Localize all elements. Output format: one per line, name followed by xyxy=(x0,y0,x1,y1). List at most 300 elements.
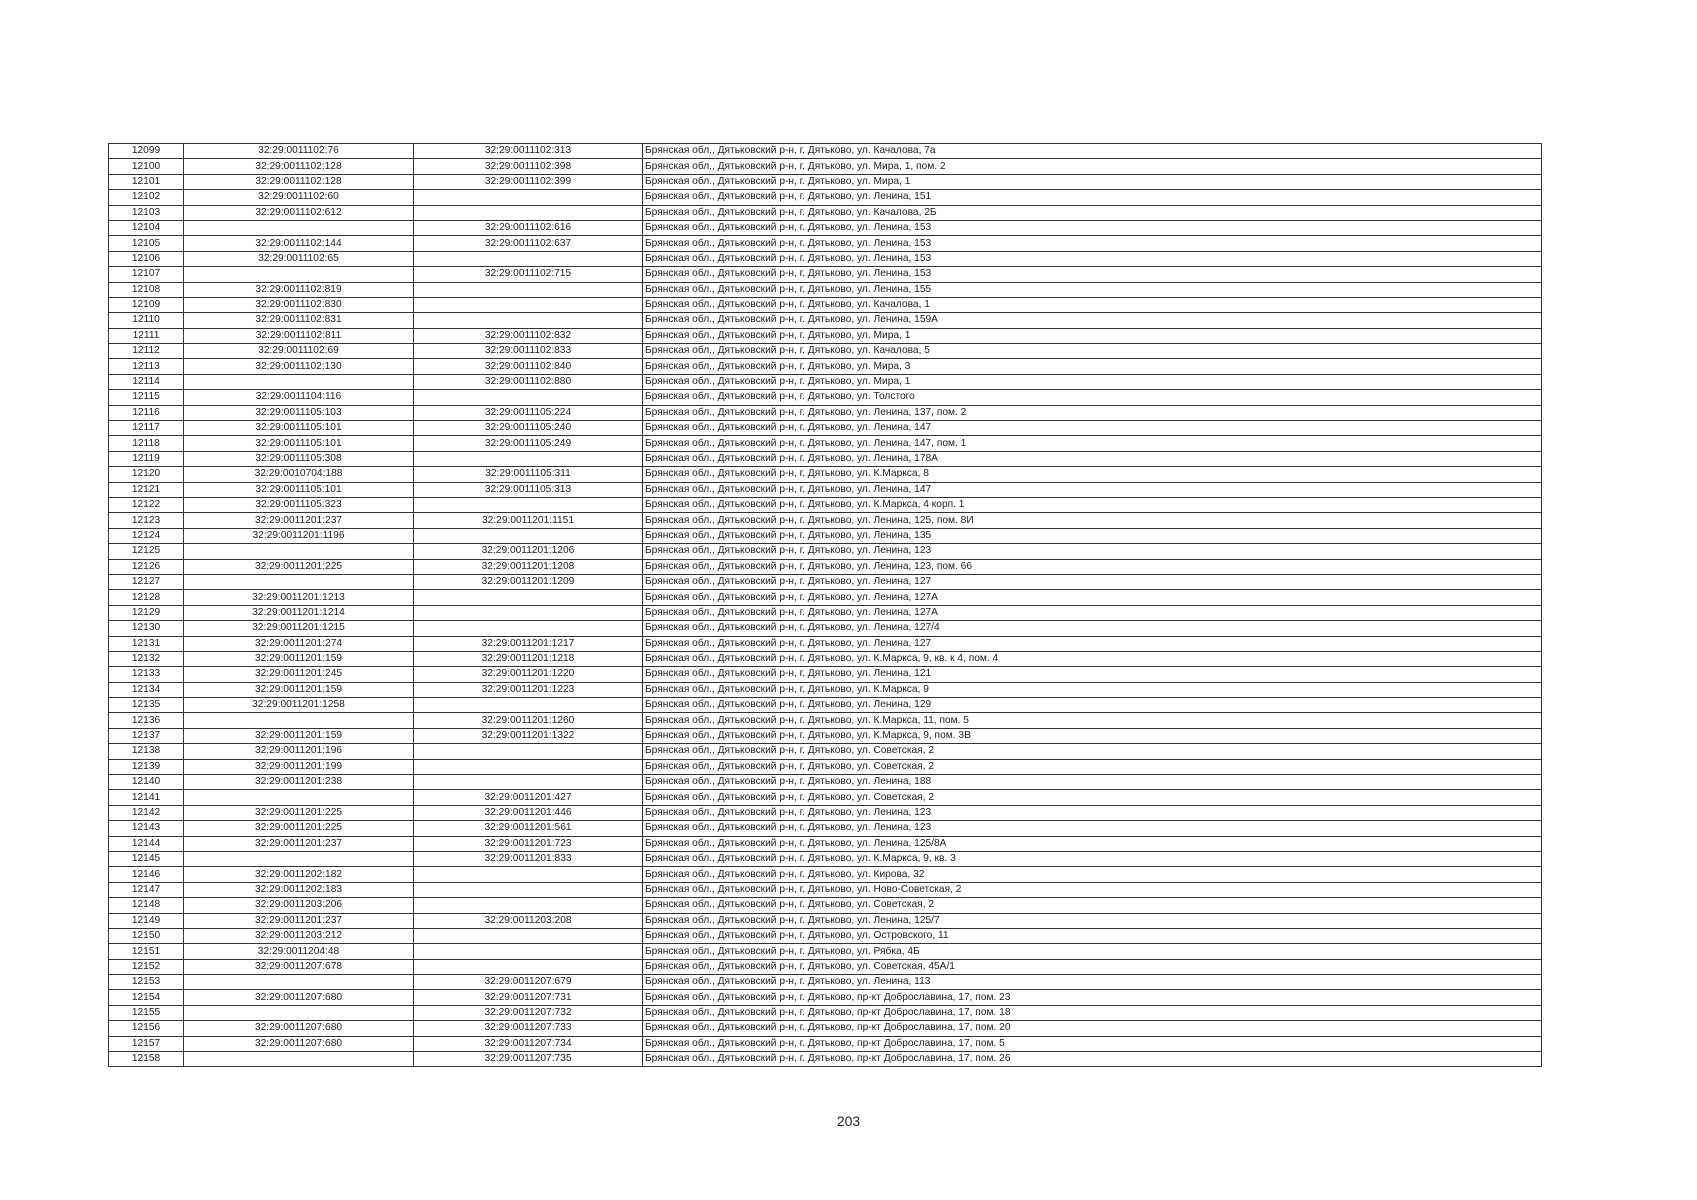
object-cadastral-number-cell: 32:29:0011207:732 xyxy=(414,1005,643,1020)
table-row xyxy=(109,944,1542,959)
row-number-cell: 12104 xyxy=(109,220,184,235)
address-cell: Брянская обл., Дятьковский р-н, г. Дятьково, ул. Ленина, 155 xyxy=(643,282,1542,297)
table-row xyxy=(109,990,1542,1005)
cadastral-number-cell xyxy=(184,267,414,282)
object-cadastral-number-cell: 32:29:0011102:313 xyxy=(414,144,643,159)
address-cell: Брянская обл., Дятьковский р-н, г. Дятьково, ул. Рябка, 4Б xyxy=(643,944,1542,959)
cadastral-number-cell: 32:29:0011201:245 xyxy=(184,667,414,682)
row-number-cell: 12148 xyxy=(109,898,184,913)
table-row xyxy=(109,744,1542,759)
cadastral-number-cell: 32:29:0011201:225 xyxy=(184,821,414,836)
object-cadastral-number-cell: 32:29:0011102:832 xyxy=(414,328,643,343)
cadastral-number-cell xyxy=(184,851,414,866)
cadastral-number-cell xyxy=(184,1005,414,1020)
row-number-cell: 12132 xyxy=(109,651,184,666)
address-cell: Брянская обл., Дятьковский р-н, г. Дятьково, пр-кт Доброславина, 17, пом. 23 xyxy=(643,990,1542,1005)
table-row xyxy=(109,513,1542,528)
row-number-cell: 12119 xyxy=(109,451,184,466)
row-number-cell: 12121 xyxy=(109,482,184,497)
row-number-cell: 12136 xyxy=(109,713,184,728)
object-cadastral-number-cell: 32:29:0011201:1220 xyxy=(414,667,643,682)
row-number-cell: 12111 xyxy=(109,328,184,343)
table-row xyxy=(109,174,1542,189)
row-number-cell: 12118 xyxy=(109,436,184,451)
object-cadastral-number-cell xyxy=(414,698,643,713)
table-row xyxy=(109,651,1542,666)
address-cell: Брянская обл., Дятьковский р-н, г. Дятьково, ул. Ново-Советская, 2 xyxy=(643,882,1542,897)
address-cell: Брянская обл., Дятьковский р-н, г. Дятьково, ул. Ленина, 127 xyxy=(643,574,1542,589)
table-row xyxy=(109,467,1542,482)
table-row xyxy=(109,959,1542,974)
address-cell: Брянская обл., Дятьковский р-н, г. Дятьково, ул. Советская, 2 xyxy=(643,759,1542,774)
row-number-cell: 12122 xyxy=(109,497,184,512)
row-number-cell: 12157 xyxy=(109,1036,184,1051)
table-row xyxy=(109,544,1542,559)
address-cell: Брянская обл., Дятьковский р-н, г. Дятьково, ул. К.Маркса, 9, кв. 3 xyxy=(643,851,1542,866)
object-cadastral-number-cell: 32:29:0011201:723 xyxy=(414,836,643,851)
address-cell: Брянская обл., Дятьковский р-н, г. Дятьково, ул. К.Маркса, 9 xyxy=(643,682,1542,697)
address-cell: Брянская обл., Дятьковский р-н, г. Дятьково, ул. Качалова, 1 xyxy=(643,297,1542,312)
cadastral-number-cell xyxy=(184,574,414,589)
cadastral-number-cell: 32:29:0011102:130 xyxy=(184,359,414,374)
row-number-cell: 12125 xyxy=(109,544,184,559)
cadastral-number-cell: 32:29:0011102:144 xyxy=(184,236,414,251)
object-cadastral-number-cell xyxy=(414,497,643,512)
address-cell: Брянская обл., Дятьковский р-н, г. Дятьково, ул. Качалова, 5 xyxy=(643,344,1542,359)
table-row xyxy=(109,405,1542,420)
object-cadastral-number-cell xyxy=(414,297,643,312)
cadastral-number-cell: 32:29:0011201:1213 xyxy=(184,590,414,605)
address-cell: Брянская обл., Дятьковский р-н, г. Дятьково, ул. Ленина, 127А xyxy=(643,590,1542,605)
row-number-cell: 12152 xyxy=(109,959,184,974)
row-number-cell: 12123 xyxy=(109,513,184,528)
object-cadastral-number-cell xyxy=(414,282,643,297)
row-number-cell: 12120 xyxy=(109,467,184,482)
cadastral-number-cell: 32:29:0011102:128 xyxy=(184,159,414,174)
object-cadastral-number-cell xyxy=(414,867,643,882)
table-row xyxy=(109,313,1542,328)
table-row xyxy=(109,1036,1542,1051)
object-cadastral-number-cell: 32:29:0011102:840 xyxy=(414,359,643,374)
row-number-cell: 12147 xyxy=(109,882,184,897)
address-cell: Брянская обл., Дятьковский р-н, г. Дятьково, ул. Островского, 11 xyxy=(643,928,1542,943)
table-row xyxy=(109,605,1542,620)
table-row xyxy=(109,328,1542,343)
address-cell: Брянская обл., Дятьковский р-н, г. Дятьково, ул. Ленина, 137, пом. 2 xyxy=(643,405,1542,420)
row-number-cell: 12155 xyxy=(109,1005,184,1020)
table-row xyxy=(109,390,1542,405)
row-number-cell: 12139 xyxy=(109,759,184,774)
cadastral-number-cell xyxy=(184,374,414,389)
cadastral-number-cell: 32:29:0011102:69 xyxy=(184,344,414,359)
address-cell: Брянская обл., Дятьковский р-н, г. Дятьково, ул. Ленина, 135 xyxy=(643,528,1542,543)
cadastral-number-cell: 32:29:0011201:1215 xyxy=(184,621,414,636)
object-cadastral-number-cell xyxy=(414,605,643,620)
table-row xyxy=(109,267,1542,282)
cadastral-number-cell: 32:29:0011201:159 xyxy=(184,651,414,666)
row-number-cell: 12141 xyxy=(109,790,184,805)
object-cadastral-number-cell xyxy=(414,959,643,974)
table-row xyxy=(109,728,1542,743)
table-row xyxy=(109,497,1542,512)
table-row xyxy=(109,282,1542,297)
cadastral-number-cell: 32:29:0011105:103 xyxy=(184,405,414,420)
object-cadastral-number-cell: 32:29:0011102:715 xyxy=(414,267,643,282)
cadastral-number-cell xyxy=(184,220,414,235)
address-cell: Брянская обл., Дятьковский р-н, г. Дятьково, ул. К.Маркса, 8 xyxy=(643,467,1542,482)
table-row xyxy=(109,1052,1542,1067)
object-cadastral-number-cell: 32:29:0011105:224 xyxy=(414,405,643,420)
object-cadastral-number-cell: 32:29:0011207:679 xyxy=(414,975,643,990)
address-cell: Брянская обл., Дятьковский р-н, г. Дятьково, ул. Кирова, 32 xyxy=(643,867,1542,882)
address-cell: Брянская обл., Дятьковский р-н, г. Дятьково, пр-кт Доброславина, 17, пом. 18 xyxy=(643,1005,1542,1020)
row-number-cell: 12128 xyxy=(109,590,184,605)
row-number-cell: 12146 xyxy=(109,867,184,882)
object-cadastral-number-cell: 32:29:0011201:1208 xyxy=(414,559,643,574)
object-cadastral-number-cell xyxy=(414,621,643,636)
address-cell: Брянская обл., Дятьковский р-н, г. Дятьково, ул. Советская, 2 xyxy=(643,744,1542,759)
address-cell: Брянская обл., Дятьковский р-н, г. Дятьково, ул. Ленина, 123, пом. 66 xyxy=(643,559,1542,574)
object-cadastral-number-cell: 32:29:0011203:208 xyxy=(414,913,643,928)
row-number-cell: 12144 xyxy=(109,836,184,851)
table-row xyxy=(109,698,1542,713)
table-body xyxy=(109,144,1542,1067)
address-cell: Брянская обл., Дятьковский р-н, г. Дятьково, ул. Ленина, 153 xyxy=(643,267,1542,282)
cadastral-number-cell: 32:29:0011201:159 xyxy=(184,682,414,697)
address-cell: Брянская обл., Дятьковский р-н, г. Дятьково, ул. Ленина, 159А xyxy=(643,313,1542,328)
object-cadastral-number-cell: 32:29:0011102:616 xyxy=(414,220,643,235)
table-row xyxy=(109,898,1542,913)
address-cell: Брянская обл., Дятьковский р-н, г. Дятьково, ул. Ленина, 125, пом. 8И xyxy=(643,513,1542,528)
object-cadastral-number-cell: 32:29:0011201:1322 xyxy=(414,728,643,743)
row-number-cell: 12109 xyxy=(109,297,184,312)
address-cell: Брянская обл., Дятьковский р-н, г. Дятьково, ул. К.Маркса, 9, пом. 3В xyxy=(643,728,1542,743)
object-cadastral-number-cell: 32:29:0011105:311 xyxy=(414,467,643,482)
address-cell: Брянская обл., Дятьковский р-н, г. Дятьково, ул. Ленина, 123 xyxy=(643,805,1542,820)
object-cadastral-number-cell: 32:29:0011201:1218 xyxy=(414,651,643,666)
object-cadastral-number-cell: 32:29:0011102:880 xyxy=(414,374,643,389)
cadastral-number-cell: 32:29:0011102:76 xyxy=(184,144,414,159)
table-row xyxy=(109,713,1542,728)
row-number-cell: 12115 xyxy=(109,390,184,405)
address-cell: Брянская обл., Дятьковский р-н, г. Дятьково, ул. Ленина, 147 xyxy=(643,421,1542,436)
address-cell: Брянская обл., Дятьковский р-н, г. Дятьково, ул. Ленина, 153 xyxy=(643,251,1542,266)
object-cadastral-number-cell: 32:29:0011105:249 xyxy=(414,436,643,451)
row-number-cell: 12149 xyxy=(109,913,184,928)
cadastral-number-cell: 32:29:0011201:237 xyxy=(184,836,414,851)
address-cell: Брянская обл., Дятьковский р-н, г. Дятьково, ул. Ленина, 127 xyxy=(643,636,1542,651)
address-cell: Брянская обл., Дятьковский р-н, г. Дятьково, ул. Советская, 2 xyxy=(643,898,1542,913)
address-cell: Брянская обл., Дятьковский р-н, г. Дятьково, ул. К.Маркса, 9, кв. к 4, пом. 4 xyxy=(643,651,1542,666)
address-cell: Брянская обл., Дятьковский р-н, г. Дятьково, ул. Мира, 1, пом. 2 xyxy=(643,159,1542,174)
address-cell: Брянская обл., Дятьковский р-н, г. Дятьково, ул. Ленина, 113 xyxy=(643,975,1542,990)
row-number-cell: 12107 xyxy=(109,267,184,282)
address-cell: Брянская обл., Дятьковский р-н, г. Дятьково, ул. Мира, 1 xyxy=(643,328,1542,343)
table-row xyxy=(109,805,1542,820)
cadastral-number-cell: 32:29:0011105:308 xyxy=(184,451,414,466)
row-number-cell: 12099 xyxy=(109,144,184,159)
address-cell: Брянская обл., Дятьковский р-н, г. Дятьково, ул. Ленина, 129 xyxy=(643,698,1542,713)
address-cell: Брянская обл., Дятьковский р-н, г. Дятьково, ул. Ленина, 188 xyxy=(643,775,1542,790)
row-number-cell: 12101 xyxy=(109,174,184,189)
table-row xyxy=(109,775,1542,790)
object-cadastral-number-cell: 32:29:0011102:398 xyxy=(414,159,643,174)
cadastral-number-cell: 32:29:0011201:199 xyxy=(184,759,414,774)
table-row xyxy=(109,821,1542,836)
row-number-cell: 12143 xyxy=(109,821,184,836)
row-number-cell: 12105 xyxy=(109,236,184,251)
address-cell: Брянская обл., Дятьковский р-н, г. Дятьково, пр-кт Доброславина, 17, пом. 5 xyxy=(643,1036,1542,1051)
object-cadastral-number-cell: 32:29:0011207:731 xyxy=(414,990,643,1005)
cadastral-number-cell: 32:29:0010704:188 xyxy=(184,467,414,482)
address-cell: Брянская обл., Дятьковский р-н, г. Дятьково, ул. Мира, 1 xyxy=(643,174,1542,189)
object-cadastral-number-cell: 32:29:0011207:733 xyxy=(414,1021,643,1036)
cadastral-number-cell: 32:29:0011102:60 xyxy=(184,190,414,205)
cadastral-number-cell: 32:29:0011105:101 xyxy=(184,482,414,497)
address-cell: Брянская обл., Дятьковский р-н, г. Дятьково, ул. Советская, 45А/1 xyxy=(643,959,1542,974)
address-cell: Брянская обл., Дятьковский р-н, г. Дятьково, ул. Ленина, 121 xyxy=(643,667,1542,682)
cadastral-number-cell: 32:29:0011203:212 xyxy=(184,928,414,943)
object-cadastral-number-cell: 32:29:0011105:313 xyxy=(414,482,643,497)
row-number-cell: 12102 xyxy=(109,190,184,205)
cadastral-number-cell xyxy=(184,713,414,728)
object-cadastral-number-cell: 32:29:0011201:561 xyxy=(414,821,643,836)
row-number-cell: 12131 xyxy=(109,636,184,651)
table-row xyxy=(109,205,1542,220)
table-row xyxy=(109,297,1542,312)
object-cadastral-number-cell: 32:29:0011201:1260 xyxy=(414,713,643,728)
cadastral-number-cell: 32:29:0011102:612 xyxy=(184,205,414,220)
object-cadastral-number-cell xyxy=(414,190,643,205)
cadastral-number-cell: 32:29:0011102:128 xyxy=(184,174,414,189)
address-cell: Брянская обл., Дятьковский р-н, г. Дятьково, ул. Ленина, 151 xyxy=(643,190,1542,205)
row-number-cell: 12133 xyxy=(109,667,184,682)
cadastral-number-cell: 32:29:0011201:225 xyxy=(184,805,414,820)
address-cell: Брянская обл., Дятьковский р-н, г. Дятьково, ул. Ленина, 153 xyxy=(643,236,1542,251)
table-row xyxy=(109,220,1542,235)
object-cadastral-number-cell xyxy=(414,928,643,943)
address-cell: Брянская обл., Дятьковский р-н, г. Дятьково, ул. Ленина, 153 xyxy=(643,220,1542,235)
row-number-cell: 12114 xyxy=(109,374,184,389)
table-row xyxy=(109,190,1542,205)
table-row xyxy=(109,1021,1542,1036)
table-row xyxy=(109,436,1542,451)
row-number-cell: 12138 xyxy=(109,744,184,759)
table-row xyxy=(109,836,1542,851)
address-cell: Брянская обл., Дятьковский р-н, г. Дятьково, ул. Ленина, 147, пом. 1 xyxy=(643,436,1542,451)
row-number-cell: 12135 xyxy=(109,698,184,713)
cadastral-number-cell: 32:29:0011102:831 xyxy=(184,313,414,328)
table-row xyxy=(109,159,1542,174)
address-cell: Брянская обл., Дятьковский р-н, г. Дятьково, ул. Мира, 3 xyxy=(643,359,1542,374)
cadastral-number-cell: 32:29:0011201:225 xyxy=(184,559,414,574)
object-cadastral-number-cell xyxy=(414,775,643,790)
table-row xyxy=(109,236,1542,251)
table-row xyxy=(109,621,1542,636)
address-cell: Брянская обл., Дятьковский р-н, г. Дятьково, пр-кт Доброславина, 17, пом. 20 xyxy=(643,1021,1542,1036)
table-row xyxy=(109,667,1542,682)
address-cell: Брянская обл., Дятьковский р-н, г. Дятьково, ул. Ленина, 147 xyxy=(643,482,1542,497)
row-number-cell: 12151 xyxy=(109,944,184,959)
table-row xyxy=(109,636,1542,651)
cadastral-number-cell: 32:29:0011202:183 xyxy=(184,882,414,897)
table-row xyxy=(109,590,1542,605)
cadastral-number-cell: 32:29:0011102:811 xyxy=(184,328,414,343)
table-row xyxy=(109,451,1542,466)
address-cell: Брянская обл., Дятьковский р-н, г. Дятьково, ул. Ленина, 123 xyxy=(643,821,1542,836)
cadastral-number-cell: 32:29:0011102:819 xyxy=(184,282,414,297)
row-number-cell: 12130 xyxy=(109,621,184,636)
object-cadastral-number-cell: 32:29:0011201:446 xyxy=(414,805,643,820)
object-cadastral-number-cell: 32:29:0011102:399 xyxy=(414,174,643,189)
table-row xyxy=(109,482,1542,497)
address-cell: Брянская обл., Дятьковский р-н, г. Дятьково, ул. Ленина, 127/4 xyxy=(643,621,1542,636)
object-cadastral-number-cell xyxy=(414,898,643,913)
object-cadastral-number-cell: 32:29:0011102:833 xyxy=(414,344,643,359)
address-cell: Брянская обл., Дятьковский р-н, г. Дятьково, ул. Качалова, 7а xyxy=(643,144,1542,159)
cadastral-number-cell: 32:29:0011201:1196 xyxy=(184,528,414,543)
object-cadastral-number-cell: 32:29:0011201:1223 xyxy=(414,682,643,697)
object-cadastral-number-cell: 32:29:0011201:1209 xyxy=(414,574,643,589)
object-cadastral-number-cell xyxy=(414,390,643,405)
table-row xyxy=(109,1005,1542,1020)
cadastral-number-cell: 32:29:0011201:1258 xyxy=(184,698,414,713)
object-cadastral-number-cell xyxy=(414,944,643,959)
address-cell: Брянская обл., Дятьковский р-н, г. Дятьково, пр-кт Доброславина, 17, пом. 26 xyxy=(643,1052,1542,1067)
cadastral-number-cell: 32:29:0011204:48 xyxy=(184,944,414,959)
cadastral-number-cell: 32:29:0011201:274 xyxy=(184,636,414,651)
object-cadastral-number-cell: 32:29:0011105:240 xyxy=(414,421,643,436)
object-cadastral-number-cell xyxy=(414,205,643,220)
row-number-cell: 12112 xyxy=(109,344,184,359)
cadastral-number-cell: 32:29:0011207:680 xyxy=(184,990,414,1005)
object-cadastral-number-cell: 32:29:0011207:734 xyxy=(414,1036,643,1051)
row-number-cell: 12158 xyxy=(109,1052,184,1067)
object-cadastral-number-cell: 32:29:0011207:735 xyxy=(414,1052,643,1067)
row-number-cell: 12145 xyxy=(109,851,184,866)
row-number-cell: 12137 xyxy=(109,728,184,743)
cadastral-number-cell: 32:29:0011201:1214 xyxy=(184,605,414,620)
row-number-cell: 12103 xyxy=(109,205,184,220)
object-cadastral-number-cell: 32:29:0011201:833 xyxy=(414,851,643,866)
cadastral-number-cell: 32:29:0011104:116 xyxy=(184,390,414,405)
cadastral-number-cell: 32:29:0011105:101 xyxy=(184,421,414,436)
table-row xyxy=(109,913,1542,928)
cadastral-number-cell: 32:29:0011207:680 xyxy=(184,1036,414,1051)
object-cadastral-number-cell xyxy=(414,313,643,328)
cadastral-number-cell: 32:29:0011201:196 xyxy=(184,744,414,759)
table-row xyxy=(109,251,1542,266)
table-row xyxy=(109,928,1542,943)
cadastral-number-cell xyxy=(184,790,414,805)
row-number-cell: 12127 xyxy=(109,574,184,589)
object-cadastral-number-cell: 32:29:0011201:1151 xyxy=(414,513,643,528)
cadastral-number-cell: 32:29:0011201:159 xyxy=(184,728,414,743)
table-row xyxy=(109,374,1542,389)
table-row xyxy=(109,359,1542,374)
table-row xyxy=(109,851,1542,866)
object-cadastral-number-cell: 32:29:0011201:1206 xyxy=(414,544,643,559)
cadastral-number-cell: 32:29:0011105:323 xyxy=(184,497,414,512)
row-number-cell: 12150 xyxy=(109,928,184,943)
row-number-cell: 12124 xyxy=(109,528,184,543)
cadastral-number-cell: 32:29:0011207:680 xyxy=(184,1021,414,1036)
cadastral-number-cell: 32:29:0011201:238 xyxy=(184,775,414,790)
row-number-cell: 12116 xyxy=(109,405,184,420)
object-cadastral-number-cell xyxy=(414,590,643,605)
cadastral-number-cell: 32:29:0011105:101 xyxy=(184,436,414,451)
table-row xyxy=(109,528,1542,543)
cadastral-number-cell: 32:29:0011102:65 xyxy=(184,251,414,266)
address-cell: Брянская обл., Дятьковский р-н, г. Дятьково, ул. К.Маркса, 11, пом. 5 xyxy=(643,713,1542,728)
address-cell: Брянская обл., Дятьковский р-н, г. Дятьково, ул. Мира, 1 xyxy=(643,374,1542,389)
address-cell: Брянская обл., Дятьковский р-н, г. Дятьково, ул. Толстого xyxy=(643,390,1542,405)
row-number-cell: 12108 xyxy=(109,282,184,297)
cadastral-number-cell: 32:29:0011203:206 xyxy=(184,898,414,913)
object-cadastral-number-cell xyxy=(414,882,643,897)
table-row xyxy=(109,682,1542,697)
row-number-cell: 12126 xyxy=(109,559,184,574)
row-number-cell: 12129 xyxy=(109,605,184,620)
cadastral-number-cell: 32:29:0011207:678 xyxy=(184,959,414,974)
row-number-cell: 12100 xyxy=(109,159,184,174)
address-cell: Брянская обл., Дятьковский р-н, г. Дятьково, ул. Ленина, 123 xyxy=(643,544,1542,559)
address-cell: Брянская обл., Дятьковский р-н, г. Дятьково, ул. К.Маркса, 4 корп. 1 xyxy=(643,497,1542,512)
object-cadastral-number-cell: 32:29:0011201:427 xyxy=(414,790,643,805)
table-row xyxy=(109,421,1542,436)
address-cell: Брянская обл., Дятьковский р-н, г. Дятьково, ул. Ленина, 125/8А xyxy=(643,836,1542,851)
cadastral-number-cell: 32:29:0011201:237 xyxy=(184,913,414,928)
cadastral-number-cell xyxy=(184,544,414,559)
row-number-cell: 12154 xyxy=(109,990,184,1005)
row-number-cell: 12113 xyxy=(109,359,184,374)
object-cadastral-number-cell xyxy=(414,759,643,774)
row-number-cell: 12117 xyxy=(109,421,184,436)
cadastral-number-cell xyxy=(184,975,414,990)
object-cadastral-number-cell: 32:29:0011102:637 xyxy=(414,236,643,251)
object-cadastral-number-cell: 32:29:0011201:1217 xyxy=(414,636,643,651)
address-cell: Брянская обл., Дятьковский р-н, г. Дятьково, ул. Качалова, 2Б xyxy=(643,205,1542,220)
table-row xyxy=(109,144,1542,159)
address-cell: Брянская обл., Дятьковский р-н, г. Дятьково, ул. Ленина, 125/7 xyxy=(643,913,1542,928)
row-number-cell: 12156 xyxy=(109,1021,184,1036)
cadastral-number-cell: 32:29:0011202:182 xyxy=(184,867,414,882)
row-number-cell: 12110 xyxy=(109,313,184,328)
page-number: 203 xyxy=(836,1113,861,1129)
row-number-cell: 12106 xyxy=(109,251,184,266)
table-row xyxy=(109,559,1542,574)
object-cadastral-number-cell xyxy=(414,528,643,543)
address-cell: Брянская обл., Дятьковский р-н, г. Дятьково, ул. Ленина, 127А xyxy=(643,605,1542,620)
table-row xyxy=(109,790,1542,805)
address-cell: Брянская обл., Дятьковский р-н, г. Дятьково, ул. Советская, 2 xyxy=(643,790,1542,805)
data-table xyxy=(108,143,1542,1067)
row-number-cell: 12142 xyxy=(109,805,184,820)
table-row xyxy=(109,759,1542,774)
table-row xyxy=(109,975,1542,990)
address-cell: Брянская обл., Дятьковский р-н, г. Дятьково, ул. Ленина, 178А xyxy=(643,451,1542,466)
cadastral-number-cell: 32:29:0011201:237 xyxy=(184,513,414,528)
object-cadastral-number-cell xyxy=(414,251,643,266)
table-row xyxy=(109,882,1542,897)
cadastral-number-cell: 32:29:0011102:830 xyxy=(184,297,414,312)
row-number-cell: 12134 xyxy=(109,682,184,697)
object-cadastral-number-cell xyxy=(414,451,643,466)
cadastral-number-cell xyxy=(184,1052,414,1067)
table-row xyxy=(109,867,1542,882)
table-row xyxy=(109,344,1542,359)
row-number-cell: 12153 xyxy=(109,975,184,990)
